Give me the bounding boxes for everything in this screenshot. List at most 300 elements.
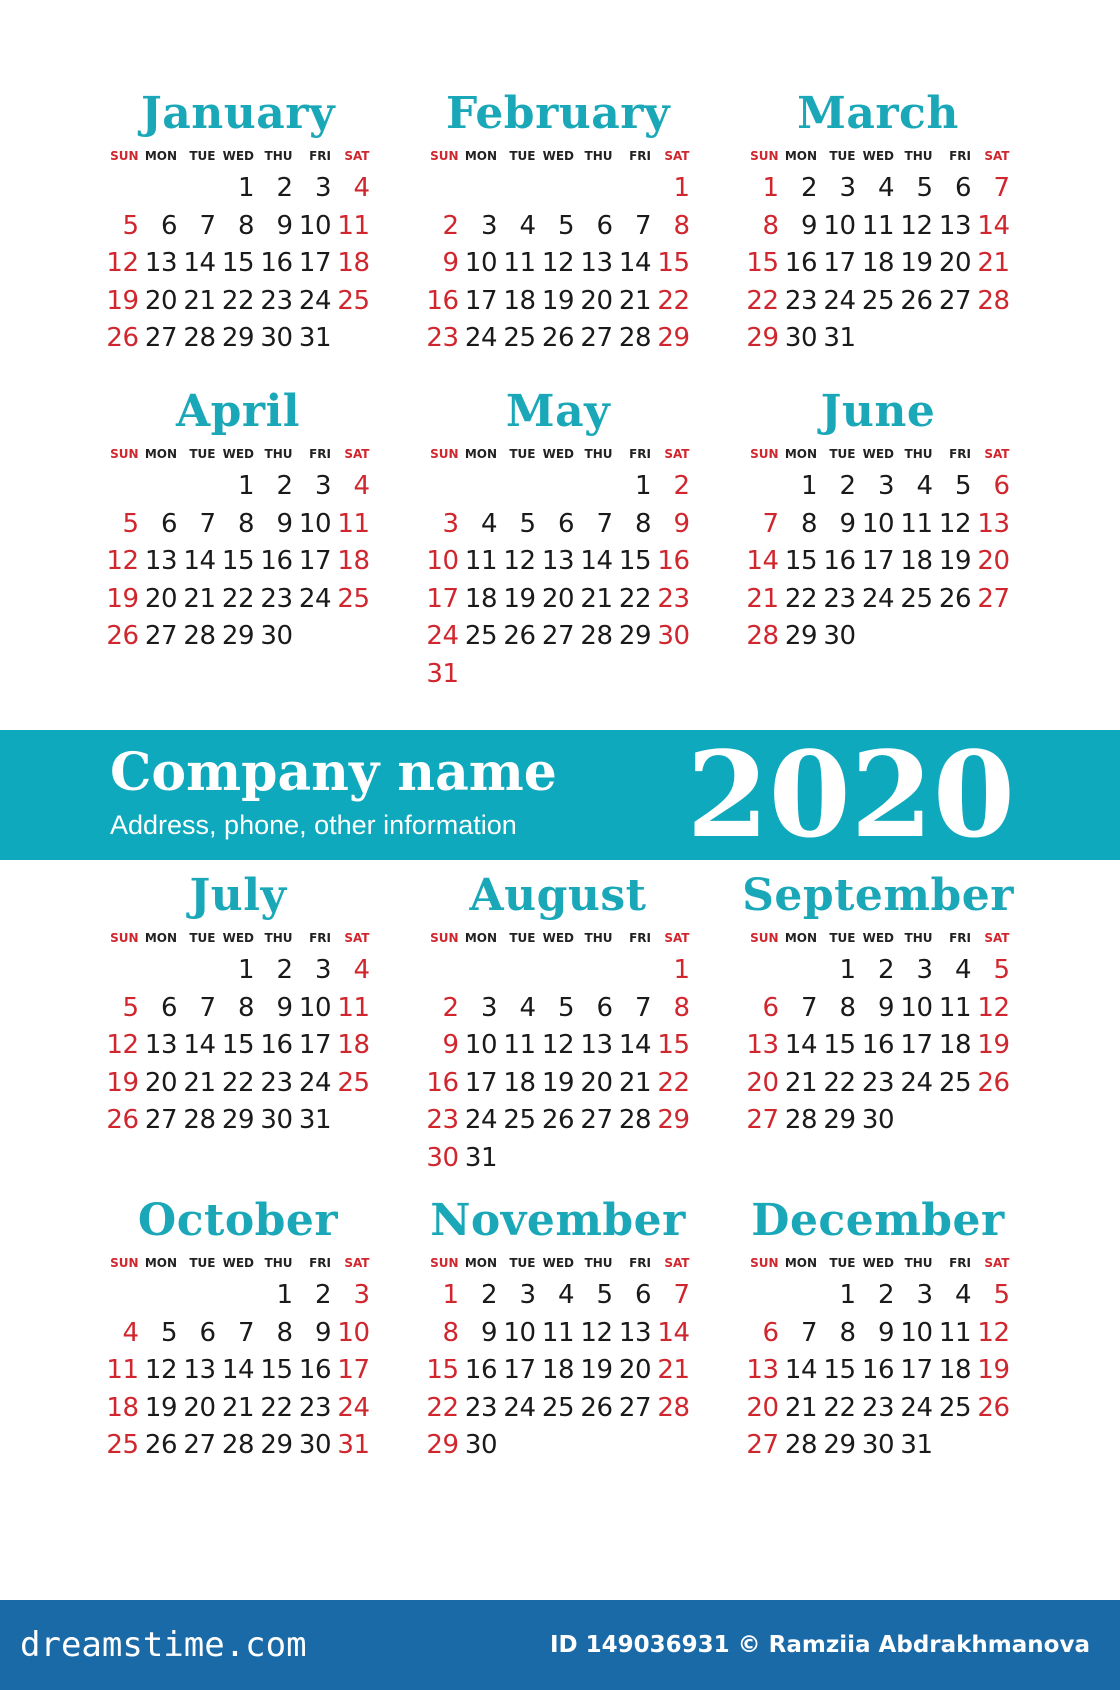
- day-cell: 24: [298, 583, 331, 614]
- weekday-label: SAT: [664, 931, 690, 945]
- weekday-label: WED: [222, 931, 254, 945]
- company-info: Address, phone, other information: [110, 810, 517, 840]
- day-cell: 26: [938, 583, 971, 614]
- day-cell: 25: [503, 323, 536, 354]
- day-cell: 20: [580, 1067, 613, 1098]
- day-cell: 21: [183, 285, 216, 316]
- day-cell: 28: [977, 285, 1010, 316]
- weekday-label: THU: [584, 1256, 613, 1270]
- day-cell: 18: [106, 1392, 139, 1423]
- day-cell: 30: [464, 1430, 497, 1461]
- weekday-label: SAT: [344, 931, 370, 945]
- weekday-header: [100, 444, 420, 464]
- day-cell: 9: [276, 992, 293, 1023]
- day-grid: [740, 952, 1060, 1140]
- day-cell: 16: [464, 1355, 497, 1386]
- day-cell: 11: [337, 210, 370, 241]
- weekday-label: FRI: [629, 447, 651, 461]
- empty-cell: [420, 170, 459, 208]
- weekday-label: FRI: [949, 931, 971, 945]
- empty-cell: [574, 170, 613, 208]
- day-cell: 11: [464, 546, 497, 577]
- day-cell: 16: [426, 285, 459, 316]
- day-cell: 16: [260, 546, 293, 577]
- day-cell: 14: [183, 546, 216, 577]
- weekday-label: SUN: [750, 1256, 779, 1270]
- day-cell: 21: [618, 1067, 651, 1098]
- day-cell: 21: [784, 1392, 817, 1423]
- day-cell: 3: [314, 955, 331, 985]
- day-cell: 14: [183, 248, 216, 279]
- day-cell: 19: [503, 583, 536, 614]
- day-cell: 8: [442, 1317, 459, 1348]
- month-march: [740, 88, 1060, 386]
- day-cell: 1: [237, 471, 254, 501]
- day-cell: 16: [260, 1030, 293, 1061]
- weekday-label: SUN: [110, 447, 139, 461]
- day-cell: 11: [900, 508, 933, 539]
- day-cell: 31: [337, 1430, 370, 1461]
- day-cell: 2: [314, 1280, 331, 1310]
- day-cell: 23: [784, 285, 817, 316]
- day-cell: 15: [618, 546, 651, 577]
- weekday-label: SAT: [984, 447, 1010, 461]
- weekday-label: TUE: [509, 1256, 536, 1270]
- weekday-label: FRI: [629, 1256, 651, 1270]
- day-cell: 13: [183, 1355, 216, 1386]
- empty-cell: [139, 468, 178, 506]
- day-cell: 25: [503, 1105, 536, 1136]
- day-cell: 15: [657, 1030, 690, 1061]
- day-cell: 17: [464, 285, 497, 316]
- day-cell: 27: [183, 1430, 216, 1461]
- day-cell: 1: [839, 955, 856, 985]
- weekday-header: [420, 146, 740, 166]
- day-cell: 6: [762, 992, 779, 1023]
- day-cell: 30: [784, 323, 817, 354]
- empty-cell: [216, 1277, 255, 1315]
- weekday-label: FRI: [949, 1256, 971, 1270]
- day-cell: 25: [861, 285, 894, 316]
- day-cell: 20: [746, 1392, 779, 1423]
- day-cell: 2: [800, 173, 817, 203]
- weekday-label: TUE: [189, 149, 216, 163]
- weekday-label: TUE: [829, 1256, 856, 1270]
- month-title: July: [189, 870, 287, 921]
- day-cell: 5: [916, 173, 933, 203]
- calendar-bottom-half: [0, 870, 1120, 1520]
- day-cell: 27: [977, 583, 1010, 614]
- day-cell: 6: [596, 210, 613, 241]
- day-cell: 28: [618, 323, 651, 354]
- day-cell: 9: [800, 210, 817, 241]
- day-cell: 3: [877, 471, 894, 501]
- empty-cell: [459, 170, 498, 208]
- day-cell: 30: [823, 621, 856, 652]
- day-cell: 8: [673, 992, 690, 1023]
- month-title: June: [820, 386, 936, 437]
- day-cell: 1: [634, 471, 651, 501]
- weekday-label: WED: [862, 447, 894, 461]
- weekday-label: SUN: [750, 149, 779, 163]
- day-cell: 21: [746, 583, 779, 614]
- weekday-label: MON: [784, 931, 817, 945]
- day-cell: 12: [541, 1030, 574, 1061]
- day-cell: 9: [314, 1317, 331, 1348]
- weekday-label: THU: [904, 149, 933, 163]
- day-grid: [100, 952, 420, 1140]
- day-cell: 22: [618, 583, 651, 614]
- day-cell: 1: [276, 1280, 293, 1310]
- day-cell: 13: [938, 210, 971, 241]
- weekday-label: SAT: [664, 1256, 690, 1270]
- calendar-top-half: [0, 88, 1120, 689]
- day-cell: 17: [298, 546, 331, 577]
- weekday-label: TUE: [829, 931, 856, 945]
- day-cell: 20: [144, 285, 177, 316]
- day-cell: 10: [298, 508, 331, 539]
- site-logo: dreamstime.com: [20, 1625, 307, 1665]
- day-cell: 22: [221, 285, 254, 316]
- day-cell: 31: [900, 1430, 933, 1461]
- month-september: [740, 870, 1060, 1195]
- weekday-label: SAT: [664, 447, 690, 461]
- day-cell: 2: [276, 173, 293, 203]
- day-cell: 15: [221, 546, 254, 577]
- day-cell: 7: [199, 210, 216, 241]
- day-cell: 28: [657, 1392, 690, 1423]
- month-august: [420, 870, 740, 1195]
- day-cell: 28: [618, 1105, 651, 1136]
- month-title: November: [430, 1195, 686, 1246]
- weekday-header: [420, 928, 740, 948]
- day-cell: 7: [237, 1317, 254, 1348]
- day-cell: 6: [199, 1317, 216, 1348]
- day-cell: 23: [260, 583, 293, 614]
- day-cell: 13: [580, 1030, 613, 1061]
- day-cell: 20: [746, 1067, 779, 1098]
- day-cell: 29: [784, 621, 817, 652]
- weekday-label: SUN: [110, 149, 139, 163]
- day-cell: 15: [823, 1355, 856, 1386]
- weekday-label: FRI: [949, 149, 971, 163]
- empty-cell: [139, 1277, 178, 1315]
- weekday-label: TUE: [829, 447, 856, 461]
- weekday-label: THU: [264, 931, 293, 945]
- day-cell: 21: [580, 583, 613, 614]
- day-cell: 15: [784, 546, 817, 577]
- day-cell: 6: [993, 471, 1010, 501]
- weekday-label: TUE: [509, 447, 536, 461]
- day-cell: 24: [464, 323, 497, 354]
- day-grid: [100, 468, 420, 656]
- image-credit: ID 149036931 © Ramziia Abdrakhmanova: [549, 1632, 1090, 1658]
- month-july: [100, 870, 420, 1195]
- weekday-label: WED: [862, 1256, 894, 1270]
- day-cell: 23: [260, 1067, 293, 1098]
- day-cell: 11: [337, 992, 370, 1023]
- weekday-label: TUE: [509, 149, 536, 163]
- day-cell: 28: [784, 1430, 817, 1461]
- day-cell: 17: [503, 1355, 536, 1386]
- day-cell: 14: [183, 1030, 216, 1061]
- day-cell: 12: [977, 1317, 1010, 1348]
- empty-cell: [574, 952, 613, 990]
- day-cell: 3: [353, 1280, 370, 1310]
- day-cell: 20: [183, 1392, 216, 1423]
- day-cell: 23: [823, 583, 856, 614]
- weekday-header: [100, 928, 420, 948]
- weekday-label: MON: [464, 447, 497, 461]
- month-title: February: [445, 88, 671, 139]
- day-cell: 20: [144, 583, 177, 614]
- empty-cell: [139, 952, 178, 990]
- day-cell: 21: [977, 248, 1010, 279]
- day-cell: 29: [221, 323, 254, 354]
- day-cell: 17: [298, 248, 331, 279]
- day-cell: 11: [503, 248, 536, 279]
- day-cell: 6: [557, 508, 574, 539]
- month-april: [100, 386, 420, 684]
- day-cell: 2: [673, 471, 690, 501]
- empty-cell: [613, 170, 652, 208]
- weekday-label: TUE: [189, 931, 216, 945]
- month-may: [420, 386, 740, 689]
- empty-cell: [779, 952, 818, 990]
- day-cell: 13: [541, 546, 574, 577]
- empty-cell: [420, 952, 459, 990]
- weekday-label: WED: [542, 149, 574, 163]
- day-cell: 1: [762, 173, 779, 203]
- month-title: September: [742, 870, 1014, 921]
- day-cell: 1: [237, 955, 254, 985]
- day-cell: 9: [276, 508, 293, 539]
- day-cell: 22: [221, 583, 254, 614]
- day-cell: 14: [657, 1317, 690, 1348]
- weekday-label: WED: [542, 447, 574, 461]
- day-cell: 25: [337, 285, 370, 316]
- day-cell: 5: [519, 508, 536, 539]
- day-cell: 14: [580, 546, 613, 577]
- day-cell: 24: [426, 621, 459, 652]
- day-cell: 14: [784, 1355, 817, 1386]
- weekday-label: THU: [584, 149, 613, 163]
- day-grid: [100, 170, 420, 358]
- day-cell: 15: [221, 1030, 254, 1061]
- day-cell: 31: [298, 1105, 331, 1136]
- day-cell: 23: [260, 285, 293, 316]
- empty-cell: [497, 170, 536, 208]
- day-cell: 6: [634, 1280, 651, 1310]
- day-cell: 26: [106, 1105, 139, 1136]
- weekday-label: TUE: [829, 149, 856, 163]
- day-cell: 24: [464, 1105, 497, 1136]
- weekday-label: WED: [862, 931, 894, 945]
- weekday-label: FRI: [629, 931, 651, 945]
- day-cell: 5: [557, 992, 574, 1023]
- day-cell: 5: [993, 955, 1010, 985]
- weekday-label: TUE: [189, 447, 216, 461]
- day-cell: 28: [183, 323, 216, 354]
- weekday-label: MON: [144, 931, 177, 945]
- day-cell: 4: [480, 508, 497, 539]
- day-cell: 10: [503, 1317, 536, 1348]
- empty-cell: [420, 468, 459, 506]
- weekday-label: FRI: [309, 149, 331, 163]
- day-cell: 16: [784, 248, 817, 279]
- weekday-label: FRI: [309, 931, 331, 945]
- weekday-label: THU: [904, 931, 933, 945]
- empty-cell: [177, 468, 216, 506]
- day-cell: 29: [746, 323, 779, 354]
- day-cell: 17: [900, 1355, 933, 1386]
- day-cell: 27: [746, 1105, 779, 1136]
- weekday-label: SAT: [984, 149, 1010, 163]
- day-cell: 30: [861, 1105, 894, 1136]
- month-title: August: [469, 870, 647, 921]
- months-grid-top: [100, 88, 1120, 689]
- day-cell: 18: [938, 1030, 971, 1061]
- day-cell: 5: [122, 210, 139, 241]
- day-cell: 31: [426, 658, 459, 689]
- empty-cell: [100, 952, 139, 990]
- day-cell: 31: [298, 323, 331, 354]
- day-cell: 24: [503, 1392, 536, 1423]
- day-cell: 9: [276, 210, 293, 241]
- weekday-label: MON: [784, 1256, 817, 1270]
- day-cell: 2: [480, 1280, 497, 1310]
- day-cell: 28: [784, 1105, 817, 1136]
- day-cell: 9: [877, 992, 894, 1023]
- weekday-label: MON: [464, 149, 497, 163]
- day-cell: 7: [634, 992, 651, 1023]
- month-title: April: [175, 386, 300, 437]
- day-cell: 27: [580, 1105, 613, 1136]
- weekday-label: WED: [222, 149, 254, 163]
- day-cell: 15: [221, 248, 254, 279]
- day-cell: 16: [298, 1355, 331, 1386]
- day-cell: 29: [426, 1430, 459, 1461]
- day-cell: 31: [464, 1142, 497, 1173]
- day-cell: 18: [503, 1067, 536, 1098]
- day-cell: 16: [260, 248, 293, 279]
- day-cell: 14: [618, 248, 651, 279]
- day-cell: 25: [337, 583, 370, 614]
- day-cell: 16: [657, 546, 690, 577]
- day-cell: 5: [596, 1280, 613, 1310]
- empty-cell: [740, 952, 779, 990]
- day-cell: 8: [673, 210, 690, 241]
- day-cell: 2: [877, 1280, 894, 1310]
- weekday-header: [740, 928, 1060, 948]
- weekday-label: MON: [144, 1256, 177, 1270]
- day-cell: 11: [503, 1030, 536, 1061]
- day-cell: 12: [977, 992, 1010, 1023]
- day-cell: 24: [900, 1067, 933, 1098]
- day-cell: 11: [861, 210, 894, 241]
- day-cell: 24: [823, 285, 856, 316]
- day-cell: 10: [298, 992, 331, 1023]
- day-cell: 19: [580, 1355, 613, 1386]
- month-november: [420, 1195, 740, 1520]
- day-cell: 1: [800, 471, 817, 501]
- day-cell: 21: [618, 285, 651, 316]
- day-cell: 29: [823, 1105, 856, 1136]
- day-cell: 15: [260, 1355, 293, 1386]
- day-cell: 19: [541, 1067, 574, 1098]
- day-cell: 25: [106, 1430, 139, 1461]
- day-cell: 27: [580, 323, 613, 354]
- day-cell: 3: [442, 508, 459, 539]
- day-cell: 25: [938, 1392, 971, 1423]
- weekday-label: SUN: [430, 447, 459, 461]
- weekday-label: FRI: [309, 447, 331, 461]
- day-cell: 18: [337, 248, 370, 279]
- day-cell: 9: [673, 508, 690, 539]
- day-cell: 6: [762, 1317, 779, 1348]
- day-cell: 17: [464, 1067, 497, 1098]
- day-cell: 5: [160, 1317, 177, 1348]
- day-cell: 23: [426, 1105, 459, 1136]
- day-cell: 19: [144, 1392, 177, 1423]
- empty-cell: [574, 468, 613, 506]
- weekday-label: SUN: [430, 931, 459, 945]
- weekday-label: MON: [784, 149, 817, 163]
- day-cell: 13: [580, 248, 613, 279]
- day-cell: 19: [106, 1067, 139, 1098]
- day-cell: 30: [426, 1142, 459, 1173]
- day-cell: 19: [977, 1355, 1010, 1386]
- day-cell: 12: [541, 248, 574, 279]
- month-title: October: [137, 1195, 339, 1246]
- day-cell: 10: [298, 210, 331, 241]
- day-cell: 8: [634, 508, 651, 539]
- day-cell: 12: [106, 1030, 139, 1061]
- day-cell: 1: [442, 1280, 459, 1310]
- day-cell: 11: [337, 508, 370, 539]
- day-cell: 7: [199, 508, 216, 539]
- day-cell: 14: [784, 1030, 817, 1061]
- day-cell: 24: [861, 583, 894, 614]
- day-cell: 26: [541, 323, 574, 354]
- weekday-label: SUN: [430, 1256, 459, 1270]
- day-cell: 10: [426, 546, 459, 577]
- weekday-label: WED: [222, 447, 254, 461]
- weekday-label: WED: [542, 931, 574, 945]
- month-january: [100, 88, 420, 386]
- day-cell: 26: [106, 323, 139, 354]
- day-cell: 2: [839, 471, 856, 501]
- weekday-header: [740, 146, 1060, 166]
- weekday-label: TUE: [189, 1256, 216, 1270]
- weekday-label: THU: [264, 149, 293, 163]
- day-cell: 25: [900, 583, 933, 614]
- day-cell: 4: [954, 955, 971, 985]
- day-cell: 30: [260, 323, 293, 354]
- day-cell: 20: [618, 1355, 651, 1386]
- day-cell: 22: [823, 1067, 856, 1098]
- day-cell: 12: [503, 546, 536, 577]
- day-cell: 16: [861, 1030, 894, 1061]
- day-cell: 26: [977, 1392, 1010, 1423]
- day-cell: 27: [938, 285, 971, 316]
- weekday-label: THU: [904, 1256, 933, 1270]
- day-cell: 29: [657, 323, 690, 354]
- weekday-label: SAT: [664, 149, 690, 163]
- day-cell: 10: [464, 248, 497, 279]
- day-cell: 4: [519, 210, 536, 241]
- day-cell: 22: [746, 285, 779, 316]
